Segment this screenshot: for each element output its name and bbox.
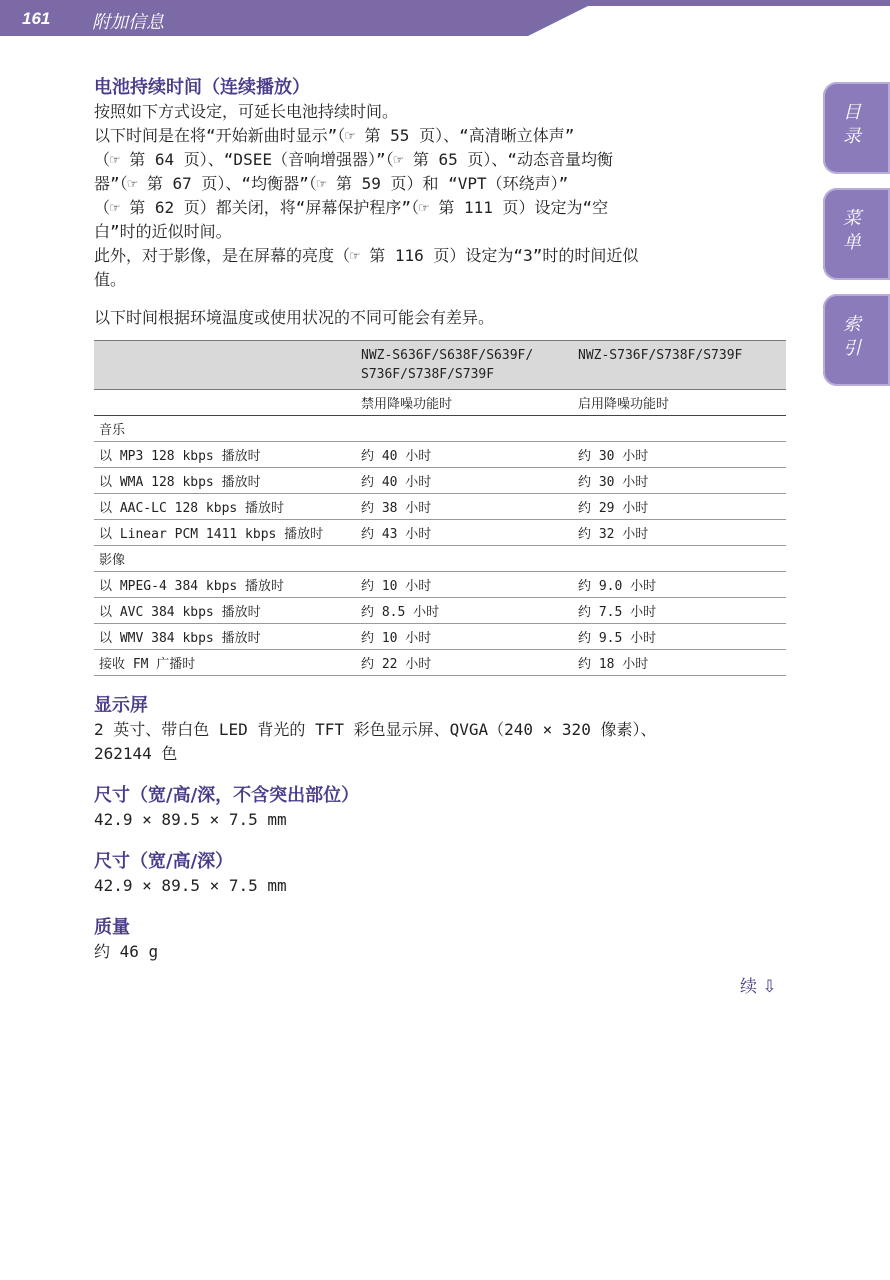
table-cell: 约 8.5 小时 xyxy=(356,598,573,624)
mass-text: 约 46 g xyxy=(94,942,159,961)
size1-text: 42.9 × 89.5 × 7.5 mm xyxy=(94,810,287,829)
continue-link[interactable]: 续 ⇩ xyxy=(740,977,777,997)
size2-text: 42.9 × 89.5 × 7.5 mm xyxy=(94,876,287,895)
table-row xyxy=(94,520,786,546)
table-cell: 以 AAC-LC 128 kbps 播放时 xyxy=(94,494,356,520)
mass-title: 质量 xyxy=(94,917,130,938)
size1-title: 尺寸（宽/高/深，不含突出部位） xyxy=(94,785,360,806)
battery-paragraph-1: 按照如下方式设定，可延长电池持续时间。 xyxy=(94,102,399,121)
header-cell: NWZ-S736F/S738F/S739F xyxy=(573,341,786,390)
display-title: 显示屏 xyxy=(94,695,148,716)
page-header xyxy=(0,0,890,36)
table-cell: 约 10 小时 xyxy=(356,572,573,598)
table-cell: 以 WMV 384 kbps 播放时 xyxy=(94,624,356,650)
header-cell xyxy=(94,341,356,390)
battery-paragraph-3: 此外，对于影像，是在屏幕的亮度（☞ 第 116 页）设定为“3”时的时间近似 值。 xyxy=(94,246,639,289)
section-title: 附加信息 xyxy=(92,12,164,33)
tab-index-label: 索引 xyxy=(840,314,861,362)
table-row xyxy=(94,572,786,598)
table-cell: 以 MP3 128 kbps 播放时 xyxy=(94,442,356,468)
tab-menu[interactable] xyxy=(823,188,890,280)
battery-title: 电池持续时间（连续播放） xyxy=(94,77,310,98)
table-cell: 以 Linear PCM 1411 kbps 播放时 xyxy=(94,520,356,546)
main-content xyxy=(94,76,794,964)
table-row xyxy=(94,468,786,494)
table-group-row xyxy=(94,416,786,442)
battery-paragraph-2: 以下时间是在将“开始新曲时显示”（☞ 第 55 页）、“高清晰立体声” （☞ 第 64 页）、“DSEE（音响增强器）”（☞ 第 65 页）、“动态音量均衡 器”（☞ 第 67 页）、“均衡器”（☞ 第 59 页）和 “VPT（环绕声）” （☞ 第 62 页）都关闭，将“屏幕保护程序”（☞ 第 111 页）设定为“空 白”时的近似时间。 xyxy=(94,126,614,241)
page-number: 161 xyxy=(22,9,51,28)
table-cell: 约 30 小时 xyxy=(573,468,786,494)
table-cell: 约 9.5 小时 xyxy=(573,624,786,650)
table-cell: 约 9.0 小时 xyxy=(573,572,786,598)
table-cell: 以 AVC 384 kbps 播放时 xyxy=(94,598,356,624)
header-bar xyxy=(0,0,600,36)
table-row xyxy=(94,624,786,650)
tab-menu-label: 菜单 xyxy=(840,208,861,256)
table-cell: 约 22 小时 xyxy=(356,650,573,676)
table-row xyxy=(94,442,786,468)
group-label: 影像 xyxy=(94,546,786,572)
table-cell: 约 32 小时 xyxy=(573,520,786,546)
header-cell: NWZ-S636F/S638F/S639F/ S736F/S738F/S739F xyxy=(356,341,573,390)
table-header-models xyxy=(94,341,786,390)
display-text: 2 英寸、带白色 LED 背光的 TFT 彩色显示屏、QVGA（240 × 320 像素）、 262144 色 xyxy=(94,720,657,763)
table-cell: 约 38 小时 xyxy=(356,494,573,520)
header-line xyxy=(520,0,890,6)
table-cell: 约 18 小时 xyxy=(573,650,786,676)
group-label: 音乐 xyxy=(94,416,786,442)
table-cell: 以 MPEG-4 384 kbps 播放时 xyxy=(94,572,356,598)
size2-title: 尺寸（宽/高/深） xyxy=(94,851,234,872)
table-cell: 约 10 小时 xyxy=(356,624,573,650)
table-cell: 约 30 小时 xyxy=(573,442,786,468)
header-cell: 禁用降噪功能时 xyxy=(356,390,573,416)
table-row xyxy=(94,494,786,520)
table-cell: 约 40 小时 xyxy=(356,442,573,468)
table-cell: 约 40 小时 xyxy=(356,468,573,494)
header-cell: 启用降噪功能时 xyxy=(573,390,786,416)
battery-table xyxy=(94,340,786,676)
table-cell: 约 43 小时 xyxy=(356,520,573,546)
tab-toc[interactable] xyxy=(823,82,890,174)
table-row xyxy=(94,598,786,624)
header-cell xyxy=(94,390,356,416)
table-cell: 约 29 小时 xyxy=(573,494,786,520)
battery-paragraph-4: 以下时间根据环境温度或使用状况的不同可能会有差异。 xyxy=(94,308,495,327)
table-header-modes xyxy=(94,390,786,416)
table-cell: 以 WMA 128 kbps 播放时 xyxy=(94,468,356,494)
table-group-row xyxy=(94,546,786,572)
table-row xyxy=(94,650,786,676)
table-cell: 约 7.5 小时 xyxy=(573,598,786,624)
tab-index[interactable] xyxy=(823,294,890,386)
table-cell: 接收 FM 广播时 xyxy=(94,650,356,676)
tab-toc-label: 目录 xyxy=(840,102,861,150)
